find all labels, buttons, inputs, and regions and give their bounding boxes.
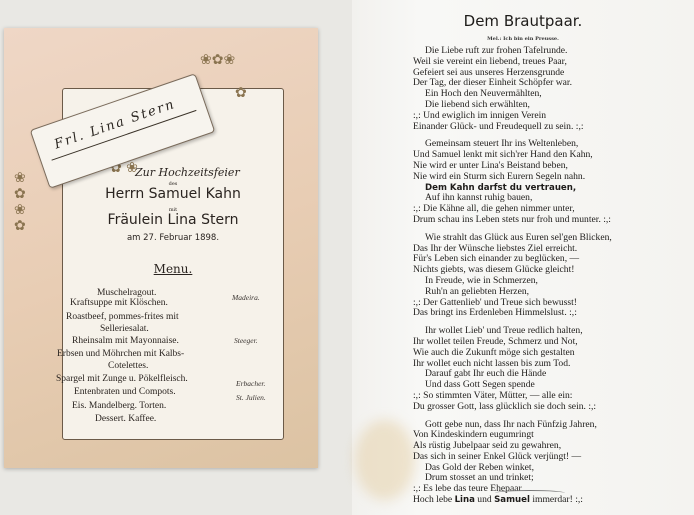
melody-note: Mel.: Ich bin ein Preusse. (487, 36, 559, 42)
song-line: Auf ihn kannst ruhig bauen, (425, 192, 533, 204)
song-line: Für's Leben sich einander zu beglücken, — (413, 253, 580, 265)
groom-name: Herrn Samuel Kahn (105, 186, 241, 202)
bold-name: Samuel (494, 495, 530, 506)
song-line: Der Tag, der dieser Einheit Schöpfer war. (413, 77, 572, 89)
place-card-handwriting: Frl. Lina Stern (52, 96, 178, 153)
floral-ornament: ❀✿❀ (200, 52, 236, 68)
song-line: Das bringt ins Erdenleben Himmelslust. :,: (413, 307, 577, 319)
floral-ornament: ❀ ✿ ❀ ✿ (14, 170, 26, 234)
text-segment: immerdar! :,: (529, 494, 583, 506)
menu-item: Roastbeef, pommes-frites mit (66, 312, 179, 322)
menu-item: Selleriesalat. (100, 324, 149, 334)
menu-item: Kraftsuppe mit Klöschen. (70, 298, 168, 308)
song-line: Nie wird ein Sturm sich Eurern Segeln nahn. (413, 170, 586, 182)
song-line (413, 495, 612, 506)
song-line: Einander Glück- und Freudequell zu sein. :,: (413, 120, 584, 132)
song-line: Gefeiert sei aus unseres Herzensgrunde (413, 66, 565, 78)
song-line: Du grosser Gott, lass glücklich sie doch sein. :,: (413, 400, 597, 412)
divider-ornament (495, 490, 565, 496)
connector-text: des (168, 181, 178, 187)
song-line: Von Kindeskindern eugumringt (413, 429, 534, 441)
stanza (413, 326, 612, 412)
song-line: In Freude, wie in Schmerzen, (425, 274, 538, 286)
menu-item: Rheinsalm mit Mayonnaise. (72, 336, 179, 346)
menu-item: Eis. Mandelberg. Torten. (72, 401, 167, 411)
song-line: Ruh'n an geliebten Herzen, (425, 285, 530, 297)
song-line: Gemeinsam steuert Ihr ins Weltenleben, (425, 138, 579, 150)
stanza (413, 46, 612, 132)
song-line: Drum schau ins Leben stets nur froh und munter. :,: (413, 213, 611, 225)
event-heading: Zur Hochzeitsfeier (135, 166, 240, 179)
song-line: Das Ihr der Wünsche liebstes Ziel erreicht. (413, 242, 578, 254)
menu-title: Menu. (153, 262, 193, 276)
song-line: Ihr wollet teilen Freude, Schmerz und Not, (413, 335, 578, 347)
song-line: Als rüstig Jubelpaar seid zu gewahren, (413, 440, 562, 452)
song-line: Ihr wollet euch nicht lassen bis zum Tod. (413, 357, 571, 369)
song-line: :,: Die Kähne all, die gehen nimmer unter, (413, 203, 575, 215)
song-line: Ein Hoch den Neuvermählten, (425, 88, 542, 100)
stanza (413, 233, 612, 319)
wine-pairing: Madeira. (232, 293, 260, 302)
song-text (413, 46, 612, 513)
song-line: Ihr wollet Lieb' und Treue redlich halten, (425, 325, 583, 337)
menu-item: Erbsen und Möhrchen mit Kalbs- (57, 349, 185, 359)
song-line: :,: Es lebe das teure Ehepaar (413, 483, 522, 495)
song-line: Darauf gabt Ihr euch die Hände (425, 368, 547, 380)
bold-name: Lina (454, 495, 475, 506)
menu-item: Cotelettes. (108, 361, 149, 371)
menu-item: Muschelragout. (97, 288, 157, 298)
menu-item: Spargel mit Zunge u. Pökelfleisch. (56, 374, 188, 384)
song-line: Das sich in seiner Enkel Glück verjüngt! — (413, 450, 582, 462)
wedding-date: am 27. Februar 1898. (126, 233, 220, 243)
bride-name: Fräulein Lina Stern (107, 212, 239, 228)
song-line: Gott gebe nun, dass Ihr nach Fünfzig Jahren, (425, 418, 597, 430)
song-line: Und Samuel lenkt mit sich'rer Hand den Kahn, (413, 149, 593, 161)
wine-pairing: Steeger. (234, 336, 258, 345)
menu-item: Dessert. Kaffee. (95, 414, 157, 424)
floral-ornament: ✿ (235, 85, 247, 101)
floral-ornament: ✿ ❀ (110, 160, 138, 176)
song-line: Die Liebe ruft zur frohen Tafelrunde. (425, 45, 568, 56)
paper-stain (355, 420, 415, 500)
song-line: Weil sie vereint ein liebend, treues Paar, (413, 55, 567, 67)
song-line: Wie auch die Zukunft möge sich gestalten (413, 346, 575, 358)
song-line: Die liebend sich erwählten, (425, 98, 530, 110)
song-line: Wie strahlt das Glück aus Euren sel'gen Blicken, (425, 231, 612, 243)
text-segment: und (474, 494, 495, 506)
menu-item: Entenbraten und Compots. (74, 387, 176, 397)
song-title: Dem Brautpaar. (463, 12, 583, 30)
text-segment: Hoch lebe (413, 494, 455, 506)
song-line: Und dass Gott Segen spende (425, 379, 535, 391)
song-line: Nie wird er unter Lina's Beistand beben, (413, 159, 568, 171)
wine-pairing: St. Julien. (236, 393, 266, 402)
song-line: Nichts giebts, was diesem Glücke gleicht! (413, 264, 575, 276)
wine-pairing: Erbacher. (236, 379, 266, 388)
song-line: Drum stosset an und trinket; (425, 472, 534, 484)
song-line: :,: So stimmten Väter, Mütter, — alle ein: (413, 389, 573, 401)
song-line: :,: Und ewiglich im innigen Verein (413, 109, 547, 121)
connector-text: mit (168, 207, 178, 213)
song-line: :,: Der Gattenlieb' und Treue sich bewusst! (413, 296, 577, 308)
stanza (413, 139, 612, 225)
song-line: Das Gold der Reben winket, (425, 461, 534, 473)
bold-line: Dem Kahn darfst du vertrauen, (425, 182, 577, 193)
